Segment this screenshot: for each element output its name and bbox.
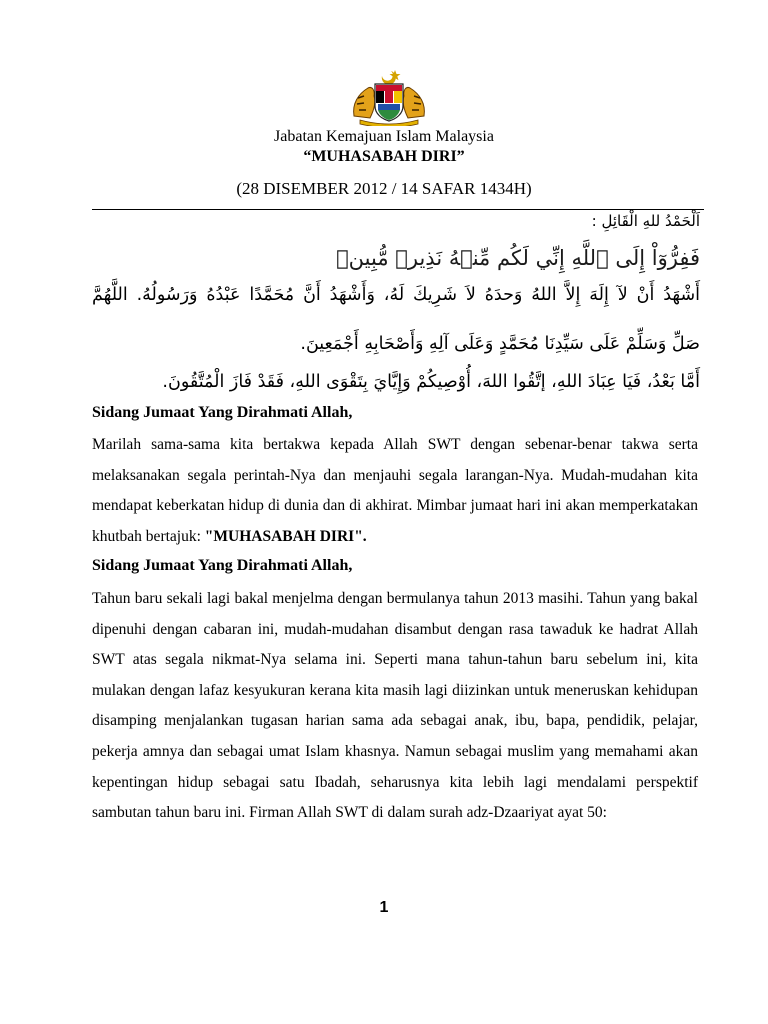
paragraph	[92, 430, 698, 552]
malaysia-coat-of-arms-icon	[348, 68, 430, 126]
header-divider	[92, 209, 704, 210]
salutation: Sidang Jumaat Yang Dirahmati Allah,	[92, 404, 353, 421]
arabic-quran-verse: فَفِرُّوٓاْ إِلَى ٱللَّهِ إِنِّي لَكُم مِّنۡهُ نَذِيرٞ مُّبِينٞ	[336, 246, 700, 270]
salutation: Sidang Jumaat Yang Dirahmati Allah,	[92, 557, 353, 574]
page-number: 1	[379, 899, 389, 916]
sermon-title-emphasis: "MUHASABAH DIRI".	[204, 527, 367, 545]
paragraph-text: Marilah sama-sama kita bertakwa kepada Allah SWT dengan sebenar-benar takwa serta melaksanakan segala perintah-Nya dan menjauhi segala larangan-Nya. Mudah-mudahan kita mendapat keberkatan hidup di dunia dan di akhirat. Mimbar jumaat hari ini akan memperkatakan khutbah bertajuk:	[92, 436, 698, 545]
arabic-shahada: أَشْهَدُ أَنْ لآ إِلَهَ إِلاَّ اللهُ وَحدَهُ لاَ شَرِيكَ لَهُ، وَأَشْهَدُ أَنَّ مُحَمَّدًا عَبْدُهُ وَرَسُولُهُ. اللَّهُمَّ	[92, 285, 700, 305]
document-date: (28 DISEMBER 2012 / 14 SAFAR 1434H)	[236, 179, 532, 198]
arabic-opening: اَلْحَمْدُ للهِ الْقَائِلِ :	[591, 212, 700, 230]
organization-name: Jabatan Kemajuan Islam Malaysia	[274, 128, 494, 145]
document-title: “MUHASABAH DIRI”	[303, 148, 465, 165]
paragraph: Tahun baru sekali lagi bakal menjelma dengan bermulanya tahun 2013 masihi. Tahun yang bakal dipenuhi dengan cabaran ini, mudah-mudahan disambut dengan rasa tawaduk ke hadrat Allah SWT atas segala nikmat-Nya selama ini. Seperti mana tahun-tahun baru sebelum ini, kita mulakan dengan lafaz kesyukuran kerana kita masih lagi diizinkan untuk meneruskan kehidupan disamping menjalankan tugasan harian sama ada sebagai anak, ibu, bapa, pendidik, pelajar, pekerja amnya dan sebagai umat Islam khasnya. Namun sebagai muslim yang memahami akan kepentingan hidup sebagai satu Ibadah, seharusnya kita lebih lagi mendalami perspektif sambutan tahun baru ini. Firman Allah SWT di dalam surah adz-Dzaariyat ayat 50:	[92, 590, 698, 822]
arabic-amma-baad: أَمَّا بَعْدُ، فَيَا عِبَادَ اللهِ، إتَّقُوا اللهَ، أُوْصِيكُمْ وَإِيَّايَ بِتَقْوَى اللهِ، فَقَدْ فَازَ الْمُتَّقُونَ.	[162, 372, 700, 392]
arabic-salawat: صَلِّ وَسَلِّمْ عَلَى سَيِّدِنَا مُحَمَّدٍ وَعَلَى آلِهِ وَأَصْحَابِهِ أَجْمَعِينَ.	[300, 334, 700, 354]
